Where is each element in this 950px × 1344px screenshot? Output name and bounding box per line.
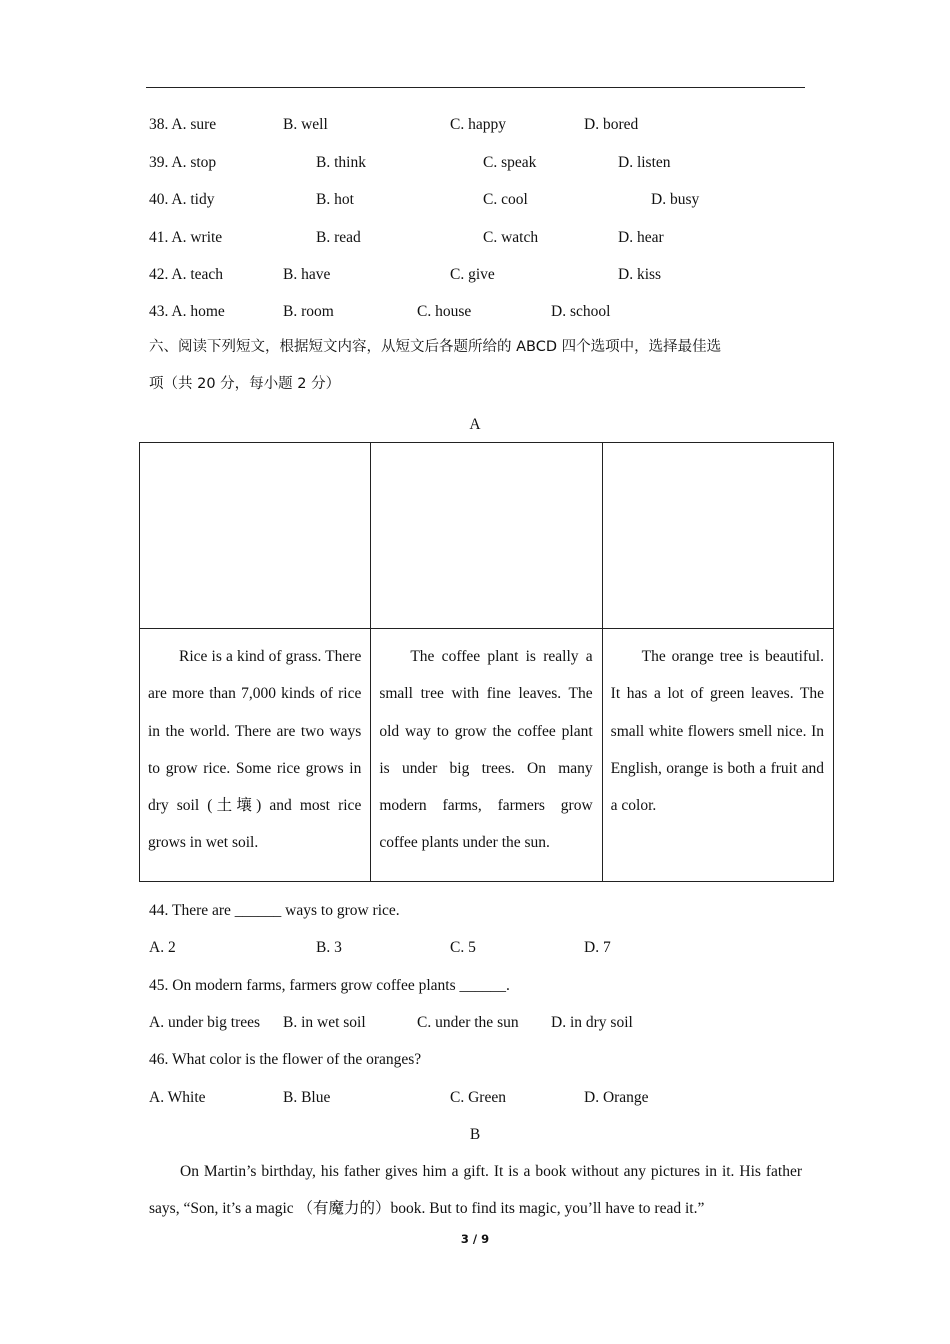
passage-b-label: B (469, 1126, 481, 1143)
rice-image-cell (140, 443, 371, 629)
orange-image-cell (602, 443, 833, 629)
orange-text-cell (602, 629, 833, 882)
header-rule (146, 87, 805, 88)
passage-a-label: A (469, 416, 481, 433)
rice-text: Rice is a kind of grass. There are more than 7,000 kinds of rice in the world. There are two ways to grow rice. Some rice grows in dry soil (土壤) and most rice grows in wet soil. (148, 648, 362, 852)
passage-b-text: On Martin’s birthday, his father gives him a gift. It is a book without any pictures in it. His father says, “Son, it’s a magic （有魔力的）book. But to find its magic, you’ll have to read it.” (149, 1163, 802, 1218)
passage-a-table (139, 442, 834, 882)
section-6-instructions-line2: 项（共 20 分，每小题 2 分） (149, 376, 341, 392)
coffee-image-cell (371, 443, 602, 629)
coffee-text-cell (371, 629, 602, 882)
orange-text: The orange tree is beautiful. It has a lot of green leaves. The small white flowers smell nice. In English, orange is both a fruit and a color. (610, 648, 824, 815)
page-number: 3 / 9 (460, 1232, 490, 1246)
section-6-instructions-line1: 六、阅读下列短文，根据短文内容，从短文后各题所给的 ABCD 四个选项中，选择最佳选 (149, 339, 722, 355)
rice-text-cell (140, 629, 371, 882)
coffee-text: The coffee plant is really a small tree with fine leaves. The old way to grow the coffee plant is under big trees. On many modern farms, farmers grow coffee plants under the sun. (379, 648, 593, 852)
